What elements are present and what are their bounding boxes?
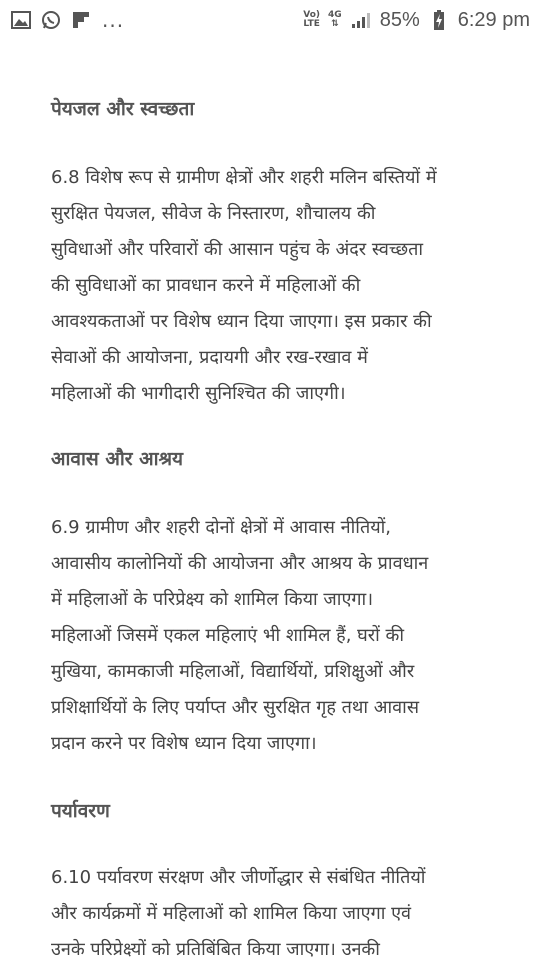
paragraph-line: सुरक्षित पेयजल, सीवेज के निस्तारण, शौचालय की (51, 203, 376, 224)
whatsapp-icon (40, 9, 62, 31)
paragraph-line: में महिलाओं के परिप्रेक्ष्य को शामिल किया जाएगा। (51, 589, 374, 610)
paragraph-line: सेवाओं की आयोजना, प्रदायगी और रख-रखाव में (51, 347, 368, 368)
paragraph-line: महिलाओं जिसमें एकल महिलाएं भी शामिल हैं, घरों की (51, 625, 405, 646)
paragraph-line: 6.9 ग्रामीण और शहरी दोनों क्षेत्रों में आवास नीतियों, (51, 517, 392, 538)
section-heading-housing: आवास और आश्रय (51, 448, 184, 470)
paragraph-line: सुविधाओं और परिवारों की आसान पहुंच के अंदर स्वच्छता (51, 239, 424, 260)
section-paragraph-drinking-water (51, 160, 501, 412)
paragraph-line: महिलाओं की भागीदारी सुनिश्चित की जाएगी। (51, 383, 346, 404)
battery-charging-icon (428, 9, 450, 31)
paragraph-line: 6.8 विशेष रूप से ग्रामीण क्षेत्रों और शहरी मलिन बस्तियों में (51, 167, 437, 188)
paragraph-line: आवासीय कालोनियों की आयोजना और आश्रय के प्रावधान (51, 553, 429, 574)
paragraph-line: उनके परिप्रेक्ष्यों को प्रतिबिंबित किया जाएगा। उनकी (51, 939, 380, 960)
paragraph-line: प्रदान करने पर विशेष ध्यान दिया जाएगा। (51, 733, 317, 754)
section-heading-drinking-water: पेयजल और स्वच्छता (51, 98, 195, 120)
paragraph-line: 6.10 पर्यावरण संरक्षण और जीर्णोद्धार से संबंधित नीतियों (51, 867, 426, 888)
paragraph-line: की सुविधाओं का प्रावधान करने में महिलाओं की (51, 275, 361, 296)
status-bar (0, 0, 540, 40)
network-4g-icon: 4G ⇅ (328, 10, 342, 29)
more-notifications-icon: ... (102, 8, 125, 32)
signal-strength-icon (350, 9, 372, 31)
paragraph-line: प्रशिक्षार्थियों के लिए पर्याप्त और सुरक्षित गृह तथा आवास (51, 697, 420, 718)
section-paragraph-environment (51, 860, 501, 968)
paragraph-line: आवश्यकताओं पर विशेष ध्यान दिया जाएगा। इस प्रकार की (51, 311, 432, 332)
section-heading-environment: पर्यावरण (51, 800, 110, 822)
status-bar-left (10, 8, 124, 32)
paragraph-line: और कार्यक्रमों में महिलाओं को शामिल किया जाएगा एवं (51, 903, 412, 924)
status-bar-right (303, 9, 530, 32)
gallery-icon (10, 9, 32, 31)
volte-icon: Vo) LTE (303, 10, 321, 29)
flipboard-icon (70, 9, 92, 31)
battery-percent: 85% (379, 8, 420, 31)
paragraph-line: मुखिया, कामकाजी महिलाओं, विद्यार्थियों, प्रशिक्षुओं और (51, 661, 415, 682)
clock: 6:29 pm (457, 8, 530, 31)
section-paragraph-housing (51, 510, 501, 762)
